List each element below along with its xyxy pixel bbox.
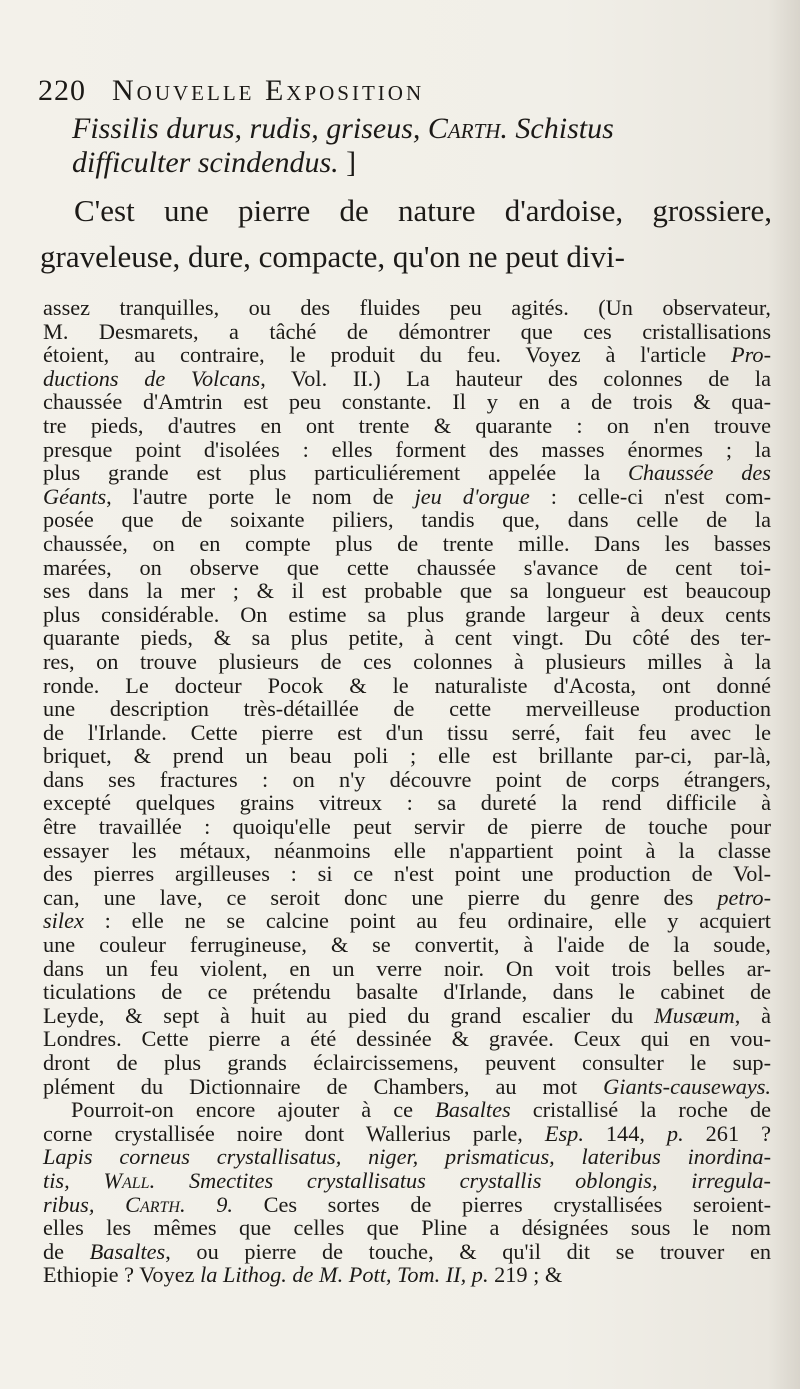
footnote-line: ses dans la mer ; & il est probable que sa longueur est beaucoup [43, 578, 771, 604]
footnote-line: corne crystallisée noire dont Wallerius parle, Esp. 144, p. 261 ? [43, 1120, 771, 1146]
footnote-line: dront de plus grands éclaircissemens, peuvent consulter le sup- [43, 1050, 771, 1075]
footnote-line: des pierres argilleuses : si ce n'est point une production de Vol- [43, 861, 771, 887]
footnote-line: ronde. Le docteur Pocok & le naturaliste d'Acosta, ont donné [43, 672, 771, 698]
footnote-line: essayer les métaux, néanmoins elle n'appartient point à la classe [43, 837, 771, 863]
running-head: Nouvelle Exposition [112, 74, 425, 107]
footnote-line: quarante pieds, & sa plus petite, à cent vingt. Du côté des ter- [43, 625, 771, 651]
footnote-line: Ethiopie ? Voyez la Lithog. de M. Pott, Tom. II, p. 219 ; & [43, 1262, 563, 1288]
page-number: 220 [38, 74, 86, 107]
footnote-line: chaussée d'Amtrin est peu constante. Il y en a de trois & qua- [43, 389, 771, 415]
footnote-line: posée que de soixante piliers, tandis que, dans celle de la [43, 507, 771, 533]
main-paragraph: C'est une pierre de nature d'ardoise, grossiere, graveleuse, dure, compacte, qu'on ne peut divi- [40, 193, 772, 274]
footnote-line: une couleur ferrugineuse, & se convertit, à l'aide de la soude, [43, 932, 771, 958]
footnote-line: can, une lave, ce seroit donc une pierre du genre des petro- [43, 884, 771, 910]
footnote-line: tis, Wall. Smectites crystallisatus crystallis oblongis, irregula- [43, 1167, 771, 1193]
footnote-line: dans un feu violent, en un verre noir. On voit trois belles ar- [43, 955, 771, 981]
footnote-line: plus considérable. On estime sa plus grande largeur à deux cents [43, 601, 771, 627]
footnote-line: M. Desmarets, a tâché de démontrer que ces cristallisations [43, 318, 771, 344]
footnote-line: Londres. Cette pierre a été dessinée & gravée. Ceux qui en vou- [43, 1026, 771, 1052]
citation-line-1: Fissilis durus, rudis, griseus, Carth. Schistus [72, 112, 614, 145]
footnote-line: tre pieds, d'autres en ont trente & quarante : on n'en trouve [43, 412, 771, 438]
footnote-line: Lapis corneus crystallisatus, niger, prismaticus, lateribus inordina- [43, 1144, 771, 1170]
footnote-line: être travaillée : quoiqu'elle peut servir de pierre de touche pour [43, 814, 771, 840]
page-header [38, 74, 778, 114]
footnote-line: assez tranquilles, ou des fluides peu agités. (Un observateur, [43, 295, 771, 320]
footnote-line: ribus, Carth. 9. Ces sortes de pierres crystallisées seroient- [43, 1191, 771, 1217]
footnote-line: silex : elle ne se calcine point au feu ordinaire, elle y acquiert [43, 908, 771, 934]
footnote-line: dans ses fractures : on n'y découvre point de corps étrangers, [43, 766, 771, 792]
footnote-line: plément du Dictionnaire de Chambers, au mot Giants-causeways. [43, 1073, 771, 1099]
footnote-text [43, 296, 771, 1287]
footnote-line: plus grande est plus particuliérement appelée la Chaussée des [43, 460, 771, 486]
footnote-line: briquet, & prend un beau poli ; elle est brillante par-ci, par-là, [43, 743, 771, 769]
footnote-line: chaussée, on en compte plus de trente mille. Dans les basses [43, 530, 771, 556]
footnote-line: res, on trouve plusieurs de ces colonnes à plusieurs milles à la [43, 648, 771, 674]
footnote-line: de l'Irlande. Cette pierre est d'un tissu serré, fait feu avec le [43, 719, 771, 745]
latin-citation [72, 112, 772, 180]
footnote-line: ductions de Volcans, Vol. II.) La hauteur des colonnes de la [43, 365, 771, 391]
footnote-line: Géants, l'autre porte le nom de jeu d'orgue : celle-ci n'est com- [43, 483, 771, 509]
footnote-line: une description très-détaillée de cette merveilleuse production [43, 696, 771, 722]
footnote-line: de Basaltes, ou pierre de touche, & qu'il dit se trouver en [43, 1238, 771, 1264]
footnote-line: ticulations de ce prétendu basalte d'Irlande, dans le cabinet de [43, 979, 771, 1005]
footnote-line: Leyde, & sept à huit au pied du grand escalier du Musæum, à [43, 1002, 771, 1028]
footnote-line: presque point d'isolées : elles forment des masses énormes ; la [43, 436, 771, 462]
citation-line-2: difficulter scindendus. ] [72, 146, 357, 179]
footnote-line: marées, on observe que cette chaussée s'avance de cent toi- [43, 554, 771, 580]
footnote-line: elles les mêmes que celles que Pline a désignées sous le nom [43, 1215, 771, 1241]
footnote-line: étoient, au contraire, le produit du feu. Voyez à l'article Pro- [43, 342, 771, 368]
footnote-line: Pourroit-on encore ajouter à ce Basaltes cristallisé la roche de [71, 1097, 771, 1123]
footnote-line: excepté quelques grains vitreux : sa dureté la rend difficile à [43, 790, 771, 816]
